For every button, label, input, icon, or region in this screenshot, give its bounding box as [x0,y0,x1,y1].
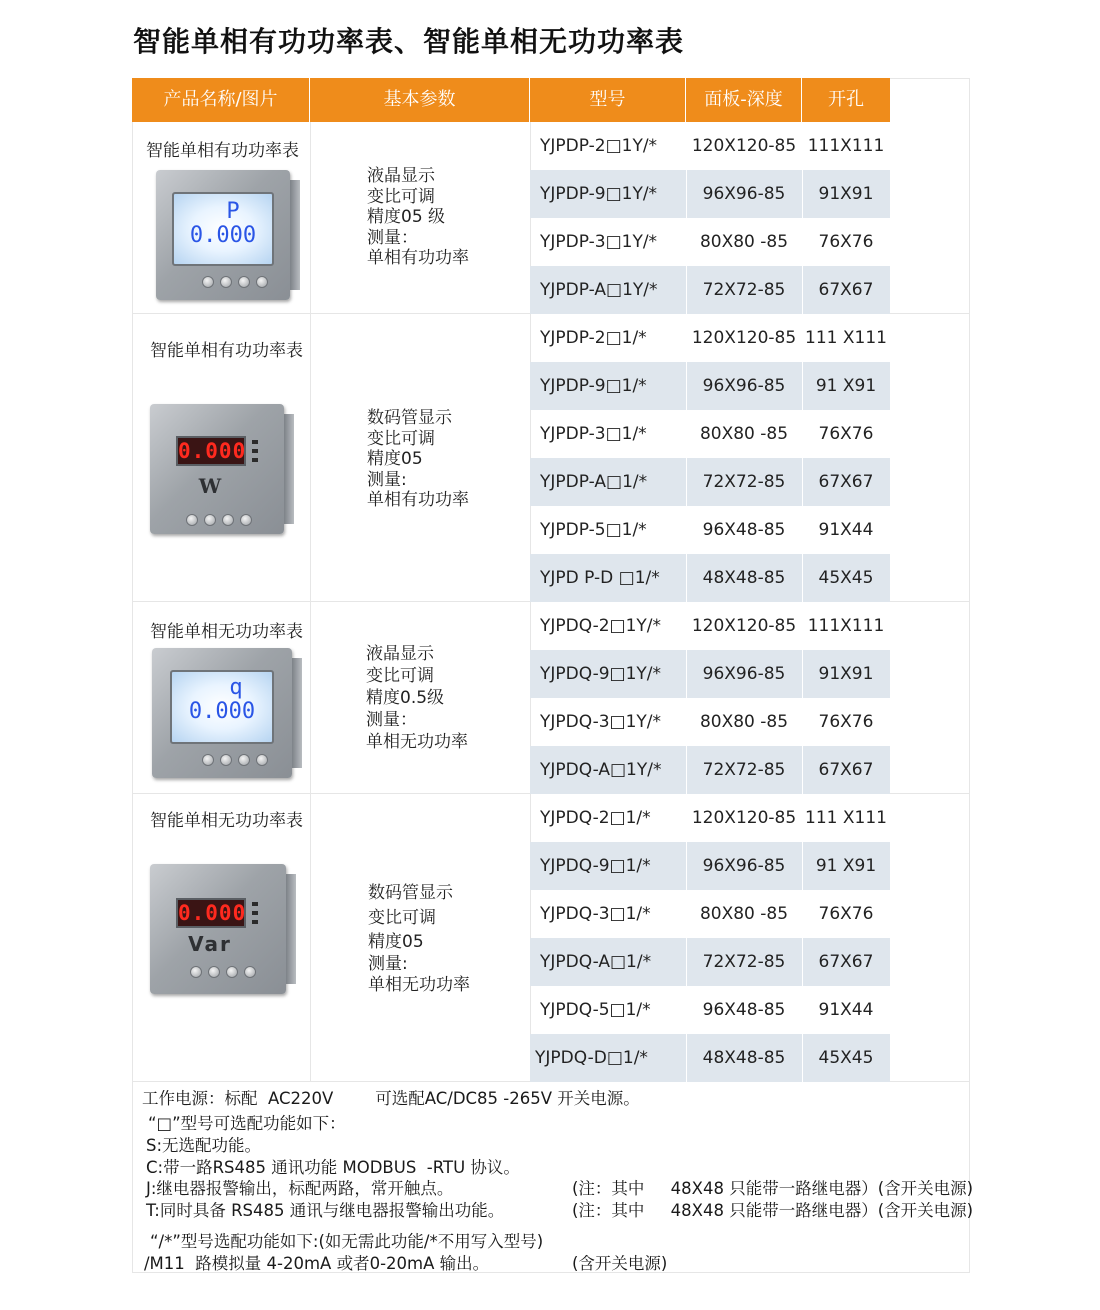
table-row: YJPDQ-2□1Y/* 120X120-85 111X111 [540,616,885,636]
meter-image-lcd-reactive [152,648,292,778]
unit-label: W [198,474,222,498]
note-option-t: T:同时具备 RS485 通讯与继电器报警输出功能。 [146,1201,505,1220]
led-value: 0.000 [176,436,246,466]
table-row: YJPDP-9□1Y/* 96X96-85 91X91 [530,170,890,218]
column-divider [310,122,311,1082]
header-model: 型号 [530,78,686,122]
table-row: YJPDP-3□1/* 80X80 -85 76X76 [540,424,874,444]
product-name: 智能单相有功功率表 [150,341,303,361]
table-row: YJPDQ-A□1Y/* 72X72-85 67X67 [530,746,890,794]
note-option-j: J:继电器报警输出，标配两路，常开触点。 [146,1179,454,1198]
meter-image-led-reactive [150,864,286,994]
led-value: 0.000 [176,898,246,928]
table-row: YJPDP-9□1/* 96X96-85 91 X91 [530,362,890,410]
param-list: 液晶显示 变比可调 精度0.5级 测量： 单相无功功率 [366,644,468,752]
param-list: 液晶显示 变比可调 精度05 级 测量： 单相有功功率 [367,166,469,268]
table-row: YJPDP-3□1Y/* 80X80 -85 76X76 [540,232,874,252]
table-row: YJPDQ-A□1/* 72X72-85 67X67 [530,938,890,986]
product-name: 智能单相无功功率表 [150,622,303,642]
meter-image-led-active [150,404,284,534]
table-row: YJPD P-D □1/* 48X48-85 45X45 [530,554,890,602]
table-row: YJPDQ-3□1/* 80X80 -85 76X76 [540,904,874,924]
table-row: YJPDQ-D□1/* 48X48-85 45X45 [530,1034,890,1082]
table-row: YJPDQ-2□1/* 120X120-85 111 X111 [540,808,887,828]
note-remark-m11: (含开关电源) [572,1254,668,1273]
header-panel: 面板-深度 [686,78,802,122]
lcd-value: 0.000 [189,223,257,248]
note-suffix-m11: /M11 路模拟量 4-20mA 或者0-20mA 输出。 [144,1254,490,1273]
header-product: 产品名称/图片 [132,78,310,122]
param-list: 数码管显示 变比可调 精度05 测量: 单相无功功率 [368,883,470,995]
table-row: YJPDP-A□1Y/* 72X72-85 67X67 [530,266,890,314]
header-hole: 开孔 [802,78,890,122]
product-name: 智能单相有功功率表 [146,141,299,161]
header-params: 基本参数 [310,78,530,122]
table-row: YJPDQ-5□1/* 96X48-85 91X44 [540,1000,874,1020]
page-title: 智能单相有功功率表、智能单相无功功率表 [133,25,685,58]
lcd-value: 0.000 [188,699,256,724]
note-remark-t: (注：其中 48X48 只能带一路继电器）(含开关电源) [572,1201,974,1220]
product-name: 智能单相无功功率表 [150,811,303,831]
meter-image-lcd-active [156,170,290,300]
table-row: YJPDP-2□1/* 120X120-85 111 X111 [540,328,887,348]
table-row: YJPDQ-3□1Y/* 80X80 -85 76X76 [540,712,874,732]
note-remark-j: (注：其中 48X48 只能带一路继电器）(含开关电源) [572,1179,974,1198]
table-row: YJPDP-A□1/* 72X72-85 67X67 [530,458,890,506]
unit-label: Var [188,932,232,956]
table-row: YJPDP-5□1/* 96X48-85 91X44 [540,520,874,540]
table-row: YJPDP-2□1Y/* 120X120-85 111X111 [540,136,885,156]
note-suffix-heading: “/*”型号选配功能如下:(如无需此功能/*不用写入型号) [150,1232,544,1251]
note-power: 工作电源：标配 AC220V 可选配AC/DC85 -265V 开关电源。 [142,1089,640,1108]
note-option-heading: “□”型号可选配功能如下： [148,1114,346,1133]
note-option-c: C:带一路RS485 通讯功能 MODBUS -RTU 协议。 [146,1158,520,1177]
table-row: YJPDQ-9□1/* 96X96-85 91 X91 [530,842,890,890]
note-option-s: S:无选配功能。 [146,1136,262,1155]
lcd-symbol: q [229,675,243,700]
table-row: YJPDQ-9□1Y/* 96X96-85 91X91 [530,650,890,698]
lcd-symbol: P [226,199,240,224]
param-list: 数码管显示 变比可调 精度05 测量: 单相有功功率 [367,408,469,510]
